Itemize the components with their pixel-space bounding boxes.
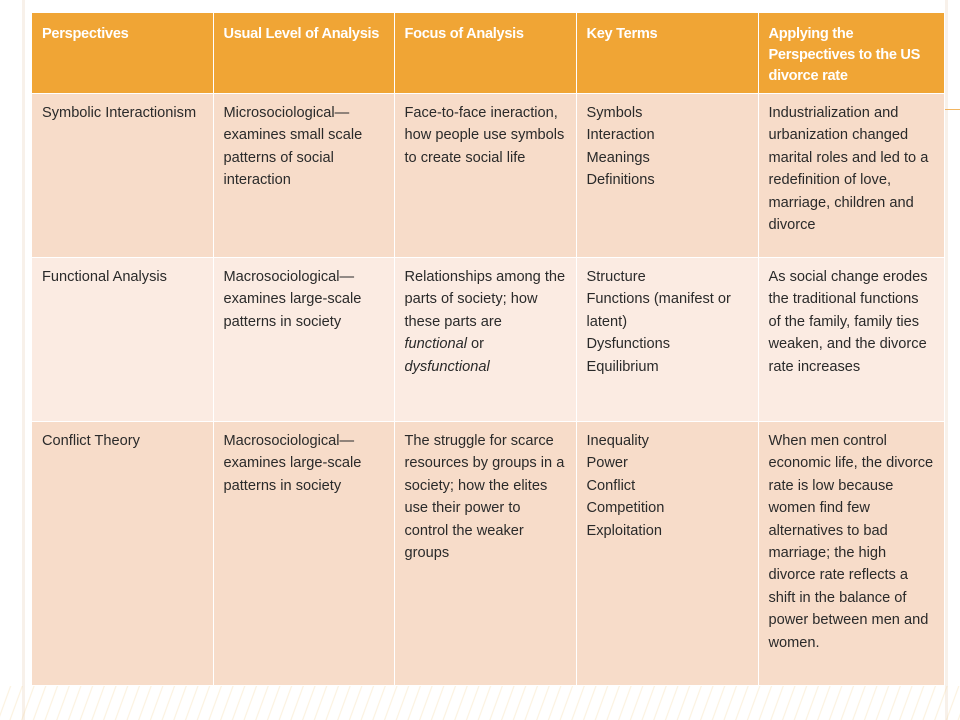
key-term: Interaction [586, 127, 655, 144]
table-row [32, 422, 944, 686]
cell-key-terms [576, 422, 758, 686]
key-term: Power [586, 455, 628, 472]
key-term: Definitions [586, 172, 655, 189]
header-focus-of-analysis: Focus of Analysis [394, 13, 576, 94]
cell-perspective: Conflict Theory [32, 422, 213, 686]
cell-applying: As social change erodes the traditional functions of the family, family ties weaken, and the divorce rate increases [758, 258, 944, 422]
cell-level: Macrosociological—examines large-scale patterns in society [213, 258, 394, 422]
decorative-star-pattern [0, 686, 960, 720]
key-term: Inequality [586, 433, 649, 449]
focus-italic-dysfunctional: dysfunctional [404, 358, 490, 375]
focus-text-or: or [466, 336, 485, 353]
header-level-of-analysis: Usual Level of Analysis [213, 13, 394, 94]
cell-focus [394, 258, 576, 422]
focus-italic-functional: functional [404, 336, 467, 353]
key-term: Meanings [586, 149, 650, 166]
left-border-stripe [22, 0, 25, 720]
cell-level: Microsociological—examines small scale patterns of social interaction [213, 94, 394, 258]
table-header-row [32, 13, 944, 94]
cell-applying: Industrialization and urbanization changed marital roles and led to a redefinition of love, marriage, children and divorce [758, 94, 944, 258]
key-term: Structure [586, 269, 646, 285]
cell-level: Macrosociological—examines large-scale patterns in society [213, 422, 394, 686]
key-term: Equilibrium [586, 358, 659, 375]
right-border-stripe [945, 0, 948, 720]
cell-perspective: Functional Analysis [32, 258, 213, 422]
header-perspectives: Perspectives [32, 13, 213, 94]
key-term: Functions (manifest or latent) [586, 291, 731, 330]
key-term: Conflict [586, 477, 636, 494]
cell-key-terms [576, 94, 758, 258]
key-term: Exploitation [586, 522, 662, 539]
header-applying-perspectives: Applying the Perspectives to the US divorce rate [758, 13, 944, 94]
cell-applying: When men control economic life, the divorce rate is low because women find few alternatives to bad marriage; the high divorce rate reflects a shift in the balance of power between men and women. [758, 422, 944, 686]
cell-focus: Face-to-face ineraction, how people use symbols to create social life [394, 94, 576, 258]
key-term: Dysfunctions [586, 336, 671, 353]
cell-key-terms [576, 258, 758, 422]
cell-perspective: Symbolic Interactionism [32, 94, 213, 258]
table-row [32, 258, 944, 422]
table-row [32, 94, 944, 258]
key-term: Competition [586, 500, 665, 517]
header-key-terms: Key Terms [576, 13, 758, 94]
focus-text: Relationships among the parts of society; how these parts are [404, 269, 566, 330]
perspectives-table [32, 13, 945, 686]
key-term: Symbols [586, 105, 643, 121]
cell-focus: The struggle for scarce resources by groups in a society; how the elites use their power to control the weaker groups [394, 422, 576, 686]
